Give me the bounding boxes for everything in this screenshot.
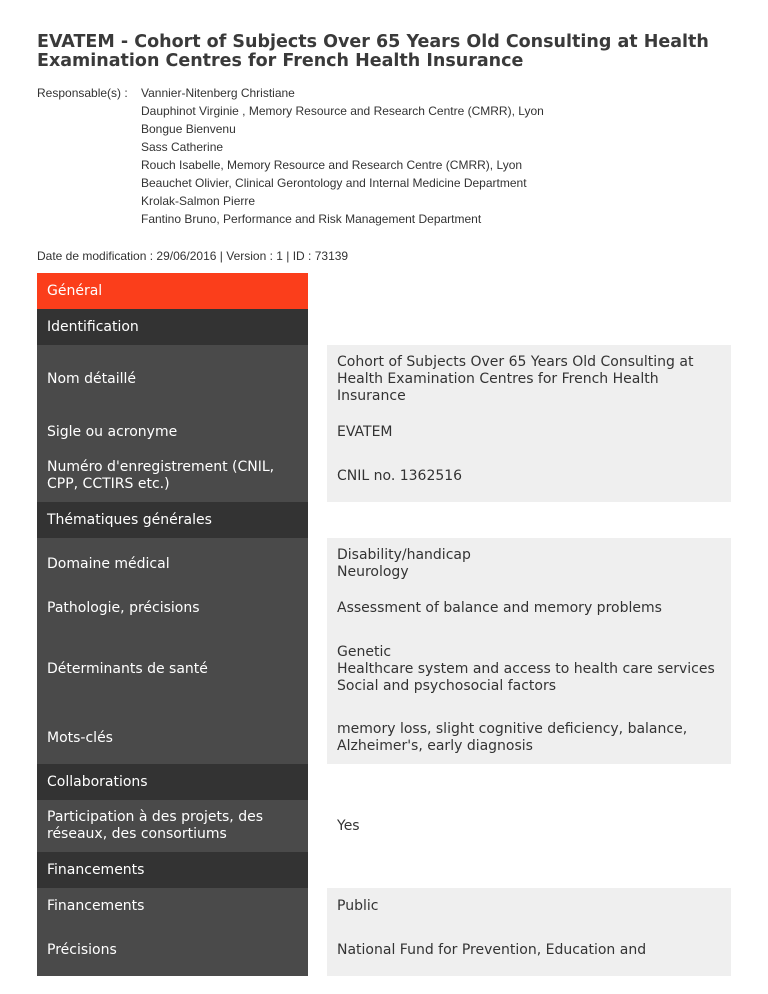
field-label: Pathologie, précisions [37, 590, 308, 626]
field-value [327, 538, 731, 590]
row-domaine [37, 538, 731, 590]
field-label: Déterminants de santé [37, 626, 308, 712]
responsables-list [37, 84, 737, 228]
row-mots-cles [37, 712, 731, 764]
field-label: Participation à des projets, des réseaux, des consortiums [37, 800, 308, 852]
section-header-thematiques: Thématiques générales [37, 502, 308, 538]
field-value-line: Social and psychosocial factors [337, 677, 557, 694]
field-value-line: Healthcare system and access to health care services [337, 660, 715, 677]
responsable-row: Beauchet Olivier, Clinical Gerontology and Internal Medicine Department [141, 176, 527, 190]
field-value [327, 626, 731, 712]
field-label: Mots-clés [37, 712, 308, 764]
responsable-row: Rouch Isabelle, Memory Resource and Research Centre (CMRR), Lyon [141, 158, 523, 172]
field-label: Numéro d'enregistrement (CNIL, CPP, CCTIRS etc.) [37, 450, 308, 502]
row-financements [37, 888, 731, 924]
section-header-financements: Financements [37, 852, 308, 888]
field-label: Sigle ou acronyme [37, 414, 308, 450]
responsable-row: Krolak-Salmon Pierre [141, 194, 256, 208]
field-value-line: CNIL no. 1362516 [337, 467, 463, 484]
responsable-row [37, 84, 737, 102]
field-value-line: Cohort of Subjects Over 65 Years Old Consulting at Health Examination Centres for French Health Insurance [337, 354, 694, 404]
field-value-line: Yes [337, 817, 360, 834]
field-label: Nom détaillé [37, 345, 308, 414]
row-determinants [37, 626, 731, 712]
field-value [327, 414, 731, 450]
section-header-collaborations: Collaborations [37, 764, 308, 800]
field-value-line: Disability/handicap [337, 547, 471, 563]
field-value-line: Public [337, 897, 379, 914]
field-value-line: EVATEM [337, 423, 393, 440]
field-value [327, 924, 731, 976]
tab-general[interactable]: Général [37, 273, 308, 309]
field-value [327, 345, 731, 414]
field-value-line: Neurology [337, 564, 409, 580]
tab-general-row [37, 273, 731, 309]
responsable-row: Bongue Bienvenu [141, 122, 236, 136]
section-financements [37, 852, 731, 888]
page-title: EVATEM - Cohort of Subjects Over 65 Years Old Consulting at Health Examination Centres for French Health Insurance [37, 32, 709, 71]
field-label: Financements [37, 888, 308, 924]
field-label: Domaine médical [37, 538, 308, 590]
field-label: Précisions [37, 924, 308, 976]
field-value [327, 800, 731, 852]
row-participation [37, 800, 731, 852]
modification-meta: Date de modification : 29/06/2016 | Version : 1 | ID : 73139 [37, 249, 349, 263]
section-identification [37, 309, 731, 345]
responsable-name: Vannier-Nitenberg Christiane [141, 86, 295, 100]
field-value-line: Genetic [337, 643, 392, 660]
row-pathologie [37, 590, 731, 626]
field-value-line: Assessment of balance and memory problems [337, 599, 662, 616]
study-details-table [37, 273, 731, 958]
field-value-line: National Fund for Prevention, Education and [337, 941, 647, 958]
responsable-row: Dauphinot Virginie , Memory Resource and Research Centre (CMRR), Lyon [141, 104, 544, 118]
row-numero [37, 450, 731, 502]
section-collaborations [37, 764, 731, 800]
field-value [327, 712, 731, 764]
responsables-label: Responsable(s) : [37, 86, 128, 100]
row-nom-detaille [37, 345, 731, 414]
field-value [327, 888, 731, 924]
field-value [327, 590, 731, 626]
responsable-row: Fantino Bruno, Performance and Risk Management Department [141, 212, 482, 226]
responsable-row: Sass Catherine [141, 140, 224, 154]
section-header-identification: Identification [37, 309, 308, 345]
section-thematiques [37, 502, 731, 538]
row-precisions [37, 924, 731, 976]
field-value [327, 450, 731, 502]
row-sigle [37, 414, 731, 450]
field-value-line: memory loss, slight cognitive deficiency, balance, Alzheimer's, early diagnosis [337, 721, 688, 754]
